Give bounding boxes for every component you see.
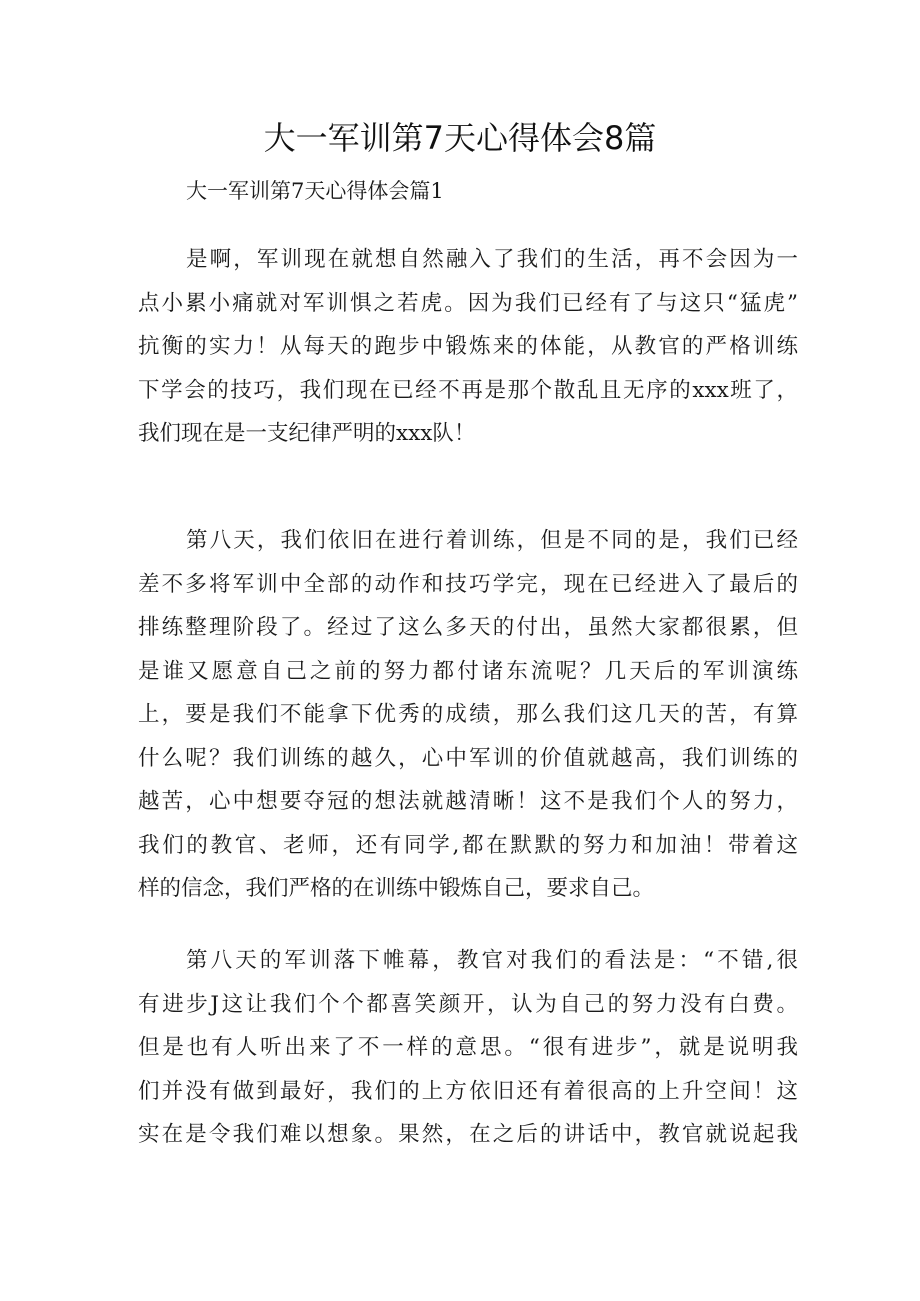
text-line: 我们现在是一支纪律严明的xxx队！ xyxy=(138,421,476,446)
text-line: 抗衡的实力！从每天的跑步中锻炼来的体能，从教官的严格训练 xyxy=(138,334,798,359)
text-line: 上，要是我们不能拿下优秀的成绩，那么我们这几天的苦，有算 xyxy=(138,702,798,727)
text-line: 们并没有做到最好，我们的上方依旧还有着很高的上升空间！这 xyxy=(138,1078,798,1104)
text-line: 点小累小痛就对军训惧之若虎。因为我们已经有了与这只“猛虎” xyxy=(138,290,798,316)
text-line: 是谁又愿意自己之前的努力都付诸东流呢？几天后的军训演练 xyxy=(138,658,798,684)
text-line: 差不多将军训中全部的动作和技巧学完，现在已经进入了最后的 xyxy=(138,571,798,597)
text-line: 第八天的军训落下帷幕，教官对我们的看法是：“不错,很 xyxy=(186,948,798,973)
document-title: 大一军训第7天心得体会8篇 xyxy=(263,119,657,157)
text-line: 我们的教官、老师，还有同学,都在默默的努力和加油！带着这 xyxy=(138,832,798,858)
text-line: 样的信念，我们严格的在训练中锻炼自己，要求自己。 xyxy=(138,876,655,901)
text-line: 但是也有人听出来了不一样的意思。“很有进步”，就是说明我 xyxy=(138,1035,798,1060)
text-line: 什么呢？我们训练的越久，心中军训的价值就越高，我们训练的 xyxy=(138,745,798,771)
text-line: 下学会的技巧，我们现在已经不再是那个散乱且无序的xxx班了， xyxy=(138,377,798,403)
paragraph-1 xyxy=(138,238,798,456)
text-line: 排练整理阶段了。经过了这么多天的付出，虽然大家都很累，但 xyxy=(138,615,798,640)
text-line: 有进步J这让我们个个都喜笑颜开，认为自己的努力没有白费。 xyxy=(138,991,798,1017)
text-line: 越苦，心中想要夺冠的想法就越清晰！这不是我们个人的努力， xyxy=(138,789,798,814)
text-line: 是啊，军训现在就想自然融入了我们的生活，再不会因为一 xyxy=(186,247,798,272)
section-heading: 大一军训第7天心得体会篇1 xyxy=(186,179,444,203)
text-line: 实在是令我们难以想象。果然，在之后的讲话中，教官就说起我 xyxy=(138,1122,798,1147)
text-line: 第八天，我们依旧在进行着训练，但是不同的是，我们已经 xyxy=(186,528,798,553)
paragraph-3 xyxy=(138,939,798,1157)
paragraph-2 xyxy=(138,519,798,911)
